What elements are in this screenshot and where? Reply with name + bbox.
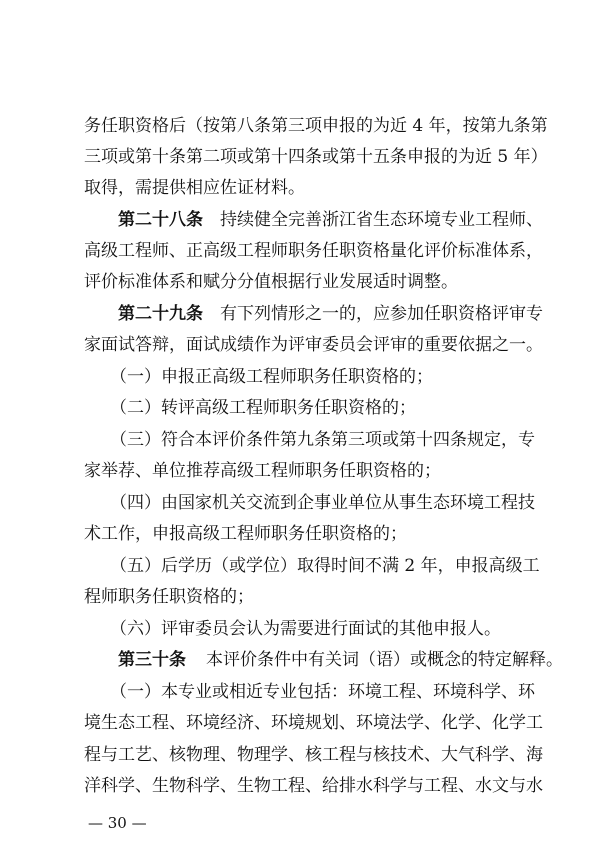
article-30-item-1-line-1: （一）本专业或相近专业包括：环境工程、环境科学、环	[110, 682, 535, 702]
list-item-line	[0, 364, 600, 390]
article-29-heading: 第二十九条	[118, 304, 203, 324]
paragraph-1-line-2: 三项或第十条第二项或第十四条或第十五条申报的为近 5 年）	[84, 147, 548, 167]
article-29-item-6: （六）评审委员会认为需要进行面试的其他申报人。	[110, 619, 501, 639]
article-30-item-1-line-4: 洋科学、生物科学、生物工程、给排水科学与工程、水文与水	[84, 776, 543, 796]
body-text-line	[0, 144, 600, 170]
article-29-line-2: 家面试答辩，面试成绩作为评审委员会评审的重要依据之一。	[84, 335, 543, 355]
article-29-item-4-line-1: （四）由国家机关交流到企事业单位从事生态环境工程技	[110, 493, 535, 513]
list-item-line	[0, 679, 600, 705]
list-item-line	[0, 553, 600, 579]
article-29-item-1: （一）申报正高级工程师职务任职资格的；	[110, 367, 433, 387]
list-item-line	[0, 395, 600, 421]
article-30-first-line	[0, 647, 600, 673]
article-30-item-1-line-3: 程与工艺、核物理、物理学、核工程与核技术、大气科学、海	[84, 745, 543, 765]
body-text-line	[0, 238, 600, 264]
body-text-line	[0, 332, 600, 358]
body-text-line	[0, 773, 600, 799]
body-text-line	[0, 269, 600, 295]
body-text-line	[0, 742, 600, 768]
article-29-item-3-line-2: 家举荐、单位推荐高级工程师职务任职资格的；	[84, 461, 441, 481]
article-29-item-3-line-1: （三）符合本评价条件第九条第三项或第十四条规定，专	[110, 430, 535, 450]
list-item-line	[0, 616, 600, 642]
paragraph-1-line-1: 务任职资格后（按第八条第三项申报的为近 4 年，按第九条第	[84, 116, 548, 136]
article-29-item-4-line-2: 术工作，申报高级工程师职务任职资格的；	[84, 524, 407, 544]
article-28-first-line	[0, 207, 600, 233]
article-28-line-1: 持续健全完善浙江省生态环境专业工程师、	[220, 210, 543, 230]
list-item-line	[0, 490, 600, 516]
article-28-line-3: 评价标准体系和赋分分值根据行业发展适时调整。	[84, 272, 458, 292]
body-text-line	[0, 113, 600, 139]
body-text-line	[0, 175, 600, 201]
article-30-heading: 第三十条	[118, 650, 186, 670]
article-28-line-2: 高级工程师、正高级工程师职务任职资格量化评价标准体系，	[84, 241, 543, 261]
paragraph-1-line-3: 取得，需提供相应佐证材料。	[84, 178, 305, 198]
article-28-heading: 第二十八条	[118, 210, 203, 230]
page-number: — 30 —	[88, 814, 147, 832]
article-30-item-1-line-2: 境生态工程、环境经济、环境规划、环境法学、化学、化学工	[84, 713, 543, 733]
article-29-item-5-line-1: （五）后学历（或学位）取得时间不满 2 年，申报高级工	[110, 556, 540, 576]
body-text-line	[0, 458, 600, 484]
list-item-line	[0, 427, 600, 453]
article-30-line-1: 本评价条件中有关词（语）或概念的特定解释。	[206, 650, 563, 670]
article-29-item-2: （二）转评高级工程师职务任职资格的；	[110, 398, 416, 418]
article-29-item-5-line-2: 程师职务任职资格的；	[84, 587, 254, 607]
article-29-line-1: 有下列情形之一的，应参加任职资格评审专	[220, 304, 543, 324]
article-29-first-line	[0, 301, 600, 327]
body-text-line	[0, 521, 600, 547]
body-text-line	[0, 584, 600, 610]
body-text-line	[0, 710, 600, 736]
